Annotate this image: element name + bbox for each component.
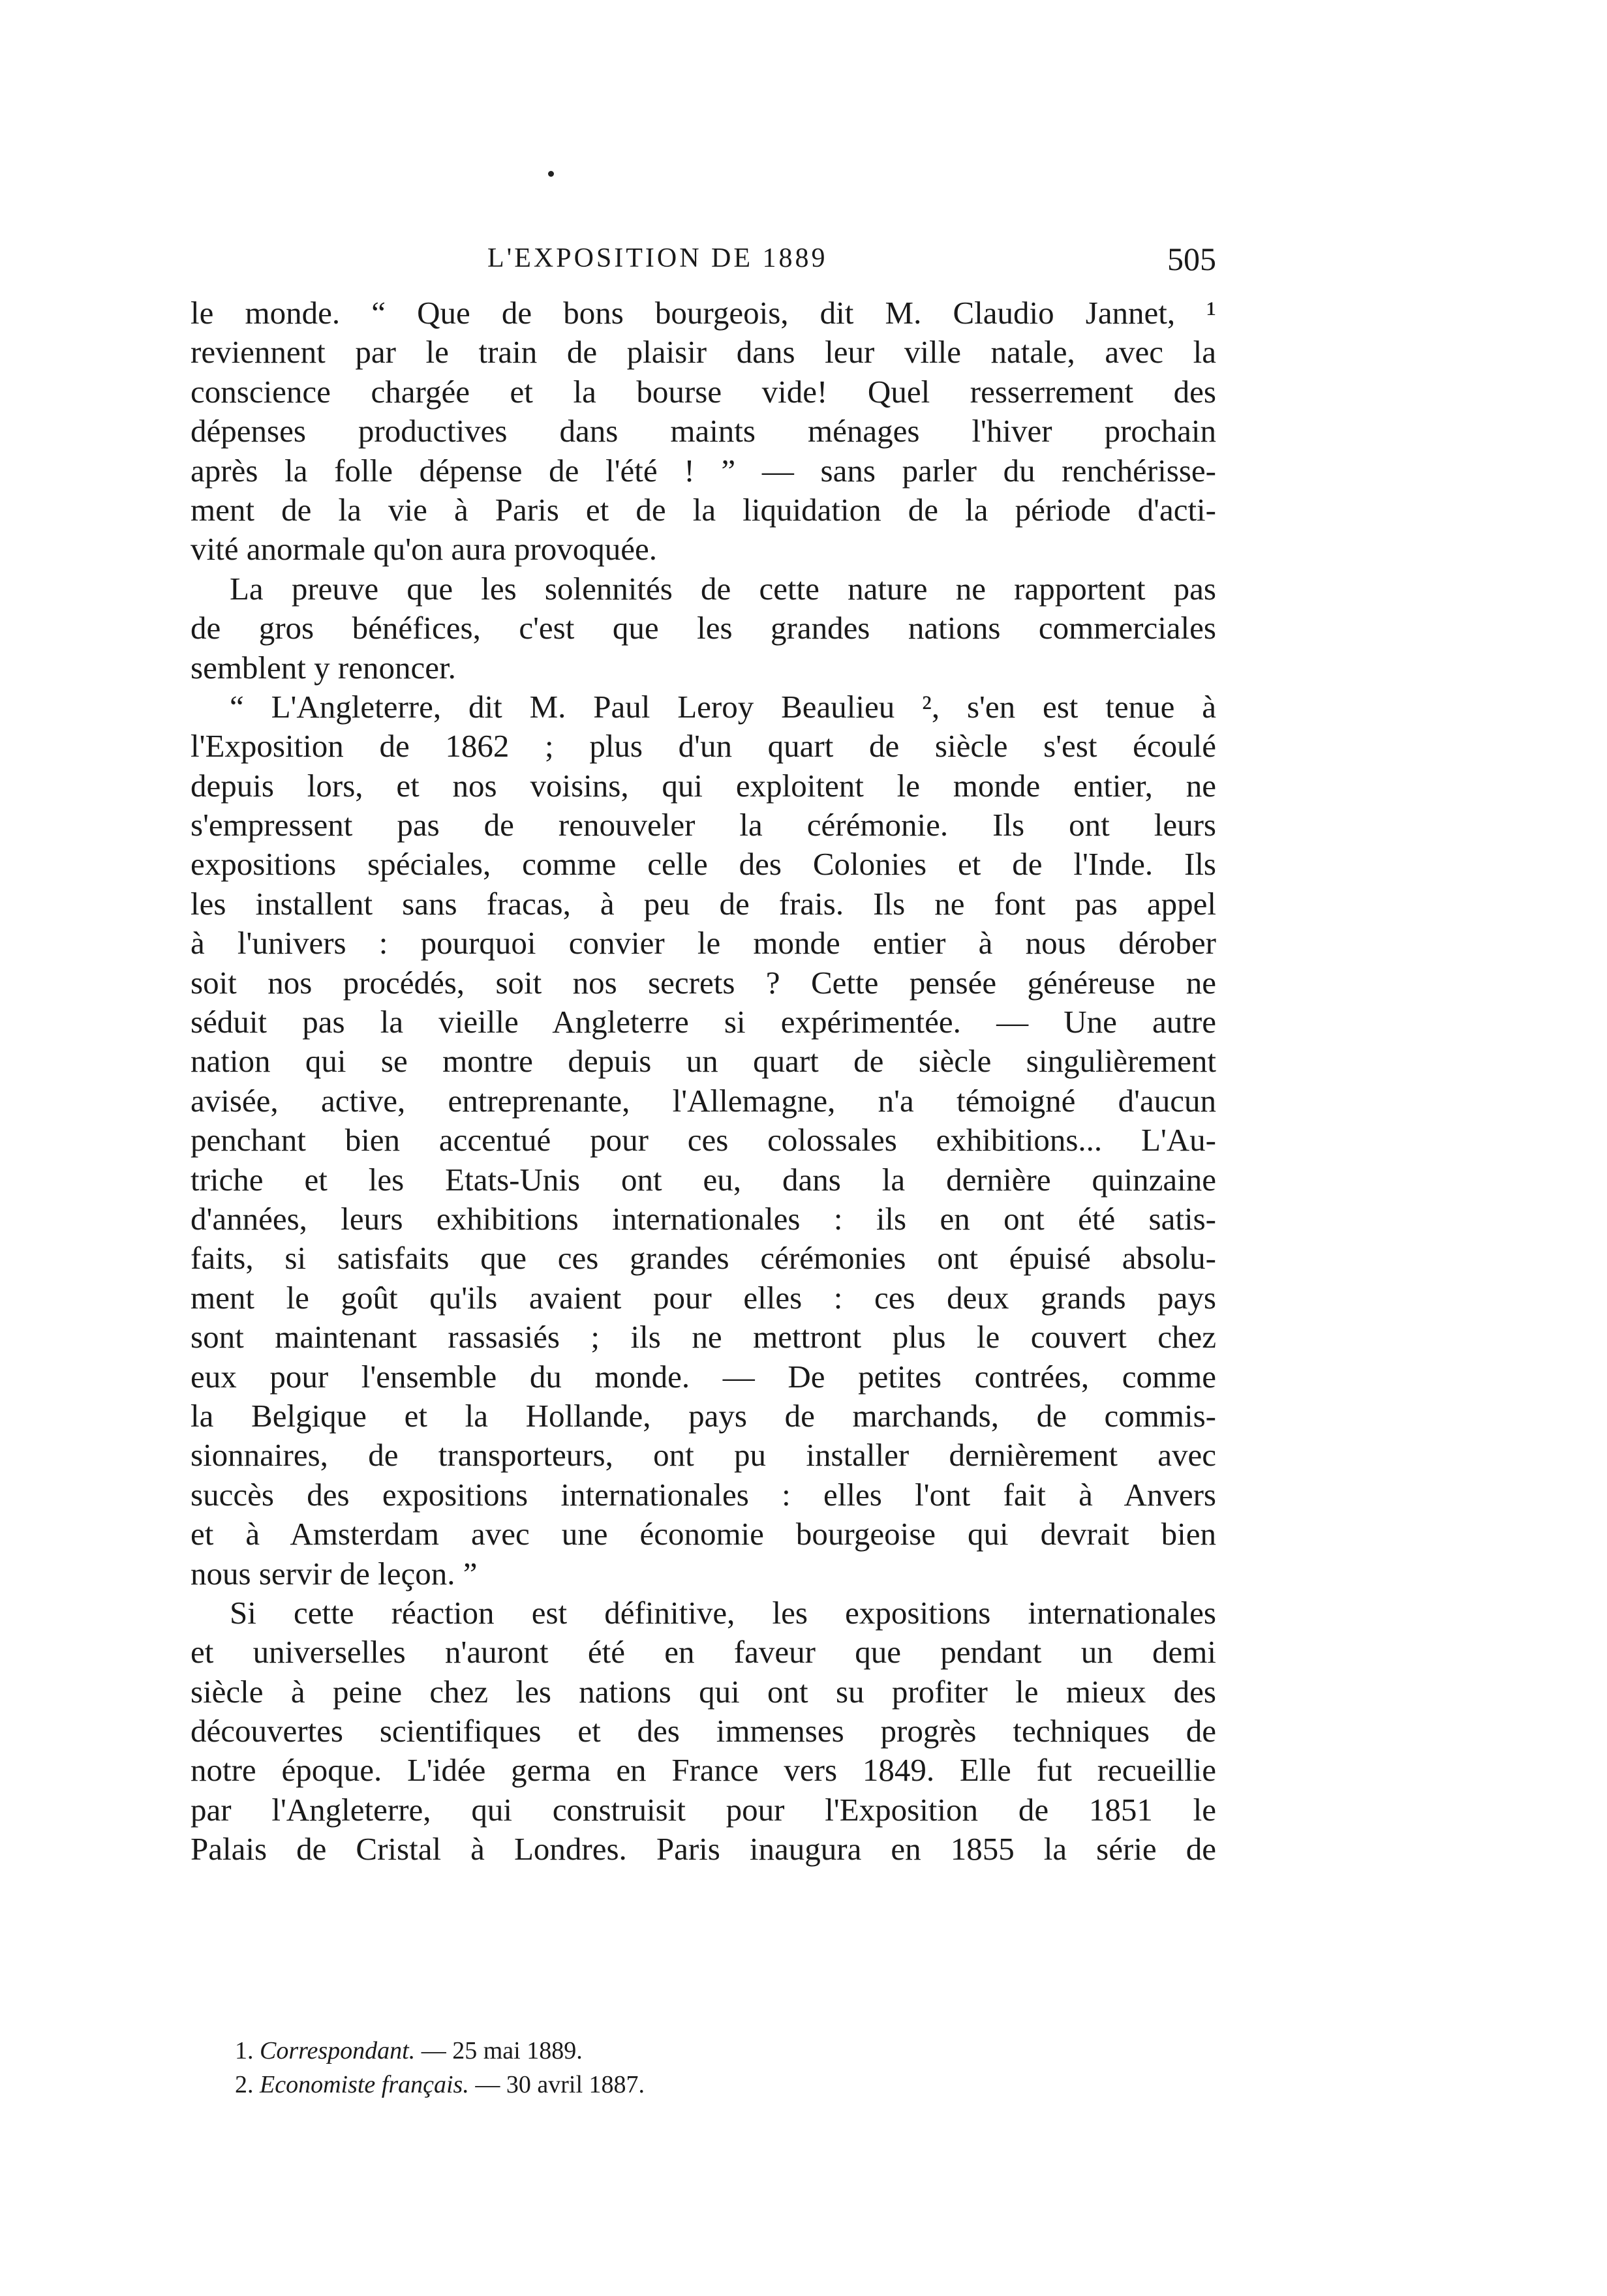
text-line: et universelles n'auront été en faveur que pendant un demi: [191, 1634, 1216, 1670]
text-line: nous servir de leçon. ”: [191, 1555, 478, 1592]
text-line: “ L'Angleterre, dit M. Paul Leroy Beaulieu ², s'en est tenue à: [230, 688, 1216, 725]
text-line: succès des expositions internationales : elles l'ont fait à Anvers: [191, 1476, 1216, 1513]
text-line: avisée, active, entreprenante, l'Allemagne, n'a témoigné d'aucun: [191, 1082, 1216, 1119]
footnote-source: Economiste français.: [260, 2071, 469, 2098]
text-line: découvertes scientifiques et des immenses progrès techniques de: [191, 1713, 1216, 1749]
text-line: La preuve que les solennités de cette nature ne rapportent pas: [230, 570, 1216, 607]
text-line: s'empressent pas de renouveler la cérémonie. Ils ont leurs: [191, 807, 1216, 843]
text-line: les installent sans fracas, à peu de frais. Ils ne font pas appel: [191, 885, 1216, 922]
footnote-source: Correspondant.: [260, 2037, 416, 2064]
text-line: sionnaires, de transporteurs, ont pu installer dernièrement avec: [191, 1437, 1216, 1473]
text-line: vité anormale qu'on aura provoquée.: [191, 531, 657, 567]
footnote-date: — 30 avril 1887.: [475, 2071, 645, 2098]
text-line: ment le goût qu'ils avaient pour elles : ces deux grands pays: [191, 1279, 1216, 1316]
footnote-date: — 25 mai 1889.: [421, 2037, 583, 2064]
text-line: par l'Angleterre, qui construisit pour l'Exposition de 1851 le: [191, 1791, 1216, 1828]
text-line: à l'univers : pourquoi convier le monde entier à nous dérober: [191, 925, 1216, 961]
text-line: penchant bien accentué pour ces colossales exhibitions... L'Au-: [191, 1122, 1216, 1158]
text-line: Palais de Cristal à Londres. Paris inaugura en 1855 la série de: [191, 1831, 1216, 1867]
footnote-marker: 2.: [235, 2071, 254, 2098]
text-line: le monde. “ Que de bons bourgeois, dit M. Claudio Jannet, ¹: [191, 295, 1216, 331]
running-head: [191, 243, 1216, 282]
footnotes: [235, 2034, 822, 2102]
text-line: notre époque. L'idée germa en France vers 1849. Elle fut recueillie: [191, 1752, 1216, 1789]
text-line: d'années, leurs exhibitions internationales : ils en ont été satis-: [191, 1200, 1216, 1237]
footnote-2: [235, 2068, 822, 2102]
footnote-marker: 1.: [235, 2037, 254, 2064]
text-line: semblent y renoncer.: [191, 649, 456, 686]
text-line: conscience chargée et la bourse vide! Quel resserrement des: [191, 373, 1216, 410]
text-line: depuis lors, et nos voisins, qui exploitent le monde entier, ne: [191, 767, 1216, 804]
text-line: siècle à peine chez les nations qui ont su profiter le mieux des: [191, 1673, 1216, 1710]
text-line: nation qui se montre depuis un quart de siècle singulièrement: [191, 1043, 1216, 1080]
text-line: ment de la vie à Paris et de la liquidation de la période d'acti-: [191, 491, 1216, 528]
running-title: L'EXPOSITION DE 1889: [487, 243, 828, 273]
text-line: de gros bénéfices, c'est que les grandes nations commerciales: [191, 610, 1216, 646]
text-line: triche et les Etats-Unis ont eu, dans la dernière quinzaine: [191, 1161, 1216, 1198]
text-line: la Belgique et la Hollande, pays de marchands, de commis-: [191, 1397, 1216, 1434]
text-line: après la folle dépense de l'été ! ” — sans parler du renchérisse-: [191, 452, 1216, 489]
text-line: dépenses productives dans maints ménages l'hiver prochain: [191, 413, 1216, 449]
text-line: eux pour l'ensemble du monde. — De petites contrées, comme: [191, 1358, 1216, 1395]
text-line: et à Amsterdam avec une économie bourgeoise qui devrait bien: [191, 1516, 1216, 1552]
text-line: reviennent par le train de plaisir dans leur ville natale, avec la: [191, 334, 1216, 370]
text-line: soit nos procédés, soit nos secrets ? Cette pensée généreuse ne: [191, 964, 1216, 1001]
body-text: [191, 294, 1216, 1869]
text-line: faits, si satisfaits que ces grandes cérémonies ont épuisé absolu-: [191, 1240, 1216, 1276]
text-line: séduit pas la vieille Angleterre si expérimentée. — Une autre: [191, 1004, 1216, 1040]
text-line: l'Exposition de 1862 ; plus d'un quart de siècle s'est écoulé: [191, 728, 1216, 764]
text-line: expositions spéciales, comme celle des Colonies et de l'Inde. Ils: [191, 846, 1216, 883]
footnote-1: [235, 2034, 822, 2068]
ink-speck: [548, 171, 554, 177]
text-line: Si cette réaction est définitive, les expositions internationales: [230, 1594, 1216, 1631]
page-number: 505: [1167, 241, 1216, 277]
text-line: sont maintenant rassasiés ; ils ne mettront plus le couvert chez: [191, 1319, 1216, 1355]
